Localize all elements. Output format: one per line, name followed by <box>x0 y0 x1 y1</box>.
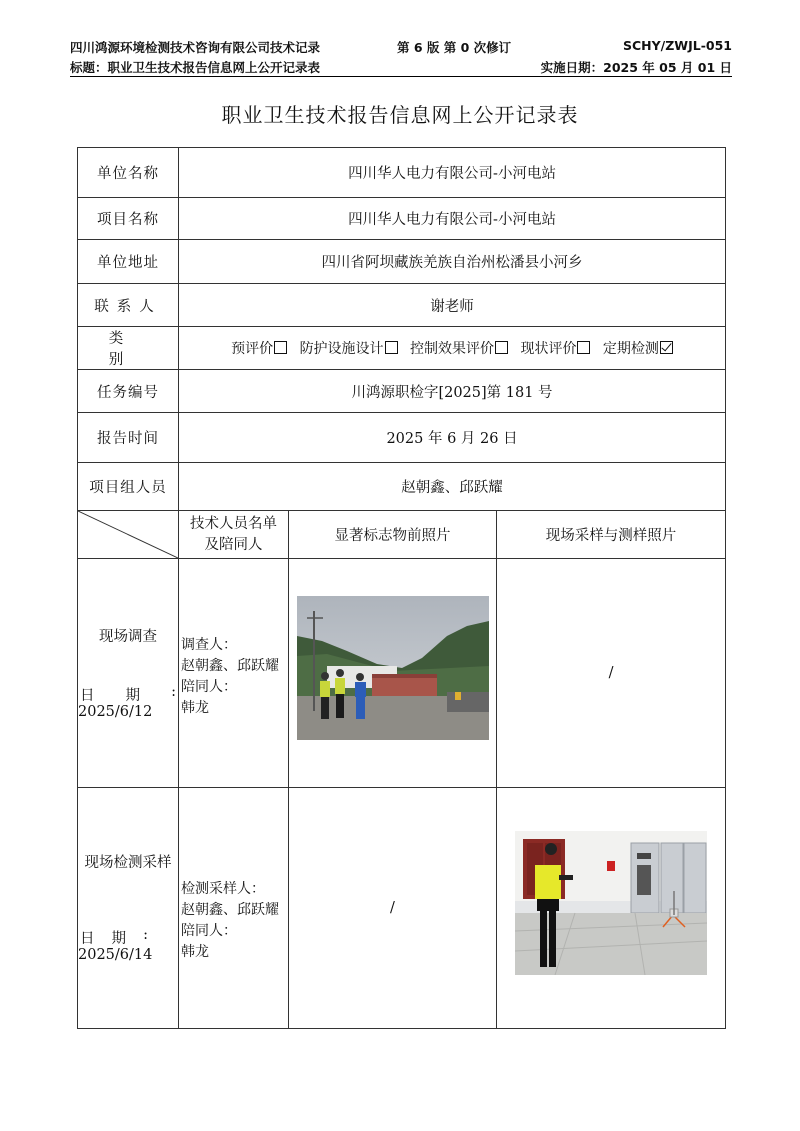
landmark-photo-column-header: 显著标志物前照片 <box>289 511 497 559</box>
contact-value: 谢老师 <box>179 284 726 327</box>
role-people: 赵朝鑫、邱跃耀 <box>181 658 279 674</box>
row-task-no <box>78 370 726 413</box>
category-option-protection-design[interactable]: 防护设施设计 <box>300 341 398 357</box>
page-title: 职业卫生技术报告信息网上公开记录表 <box>221 103 579 127</box>
stage-title: 现场调查 <box>99 629 157 645</box>
sampling-staff-cell <box>179 788 289 1029</box>
stage-date: 2025/6/12 <box>78 704 153 720</box>
company-record-title: 四川鸿源环境检测技术咨询有限公司技术记录 <box>70 40 321 55</box>
row-category <box>78 327 726 370</box>
date-label: 日 期 : <box>80 684 176 704</box>
role-label: 检测采样人： <box>181 881 265 897</box>
staff-column-header: 技术人员名单及陪同人 <box>179 511 289 559</box>
survey-staff-cell <box>179 559 289 788</box>
unit-address-label: 单位地址 <box>78 240 179 284</box>
checkbox-icon[interactable] <box>274 341 287 354</box>
category-option-pre-evaluation[interactable]: 预评价 <box>231 341 287 357</box>
sampling-landmark-photo-cell: / <box>289 788 497 1029</box>
row-project-name <box>78 198 726 240</box>
category-label: 类别 <box>78 327 179 370</box>
stage-row-survey <box>78 559 726 788</box>
stage-title: 现场检测采样 <box>84 855 172 871</box>
role-label: 调查人： <box>181 637 237 653</box>
stage-row-sampling <box>78 788 726 1029</box>
doc-code: SCHY/ZWJL-051 <box>622 38 732 53</box>
row-report-time <box>78 413 726 463</box>
diagonal-line <box>78 511 178 558</box>
escort-label: 陪同人： <box>181 923 237 939</box>
stage-survey-cell <box>78 559 179 788</box>
row-team <box>78 463 726 511</box>
escort-people: 韩龙 <box>181 700 209 716</box>
sampling-photo-column-header: 现场采样与测样照片 <box>497 511 726 559</box>
escort-label: 陪同人： <box>181 679 237 695</box>
contact-label: 联系人 <box>78 284 179 327</box>
landmark-photo-cell <box>289 559 497 788</box>
row-unit-address <box>78 240 726 284</box>
checked-checkbox-icon[interactable] <box>660 341 673 354</box>
landmark-photo <box>297 596 489 740</box>
sampling-photo-cell <box>497 788 726 1029</box>
stage-sampling-cell <box>78 788 179 1029</box>
sampling-photo <box>515 831 707 975</box>
team-label: 项目组人员 <box>78 463 179 511</box>
project-name-label: 项目名称 <box>78 198 179 240</box>
category-options <box>179 327 726 370</box>
unit-address-value: 四川省阿坝藏族羌族自治州松潘县小河乡 <box>179 240 726 284</box>
row-contact <box>78 284 726 327</box>
project-name-value: 四川华人电力有限公司-小河电站 <box>179 198 726 240</box>
task-no-value: 川鸿源职检字[2025]第 181 号 <box>179 370 726 413</box>
row-column-headers <box>78 511 726 559</box>
diagonal-header-cell <box>78 511 179 559</box>
header-divider <box>70 76 732 77</box>
unit-name-label: 单位名称 <box>78 148 179 198</box>
checkbox-icon[interactable] <box>385 341 398 354</box>
category-option-status-evaluation[interactable]: 现状评价 <box>520 341 590 357</box>
report-time-label: 报告时间 <box>78 413 179 463</box>
category-option-control-effect[interactable]: 控制效果评价 <box>410 341 508 357</box>
escort-people: 韩龙 <box>181 944 209 960</box>
role-people: 赵朝鑫、邱跃耀 <box>181 902 279 918</box>
effective-date: 实施日期：2025 年 05 月 01 日 <box>540 60 732 75</box>
category-option-periodic-testing[interactable]: 定期检测 <box>603 341 673 357</box>
report-time-value: 2025 年 6 月 26 日 <box>179 413 726 463</box>
survey-sampling-photo-cell: / <box>497 559 726 788</box>
team-value: 赵朝鑫、邱跃耀 <box>179 463 726 511</box>
unit-name-value: 四川华人电力有限公司-小河电站 <box>179 148 726 198</box>
row-unit-name <box>78 148 726 198</box>
checkbox-icon[interactable] <box>495 341 508 354</box>
checkbox-icon[interactable] <box>577 341 590 354</box>
stage-date: 2025/6/14 <box>78 947 153 963</box>
task-no-label: 任务编号 <box>78 370 179 413</box>
header-subject: 标题：职业卫生技术报告信息网上公开记录表 <box>70 60 321 75</box>
date-label: 日 期 : <box>80 927 148 947</box>
version-text: 第 6 版 第 0 次修订 <box>397 40 512 55</box>
record-table <box>77 147 726 1029</box>
